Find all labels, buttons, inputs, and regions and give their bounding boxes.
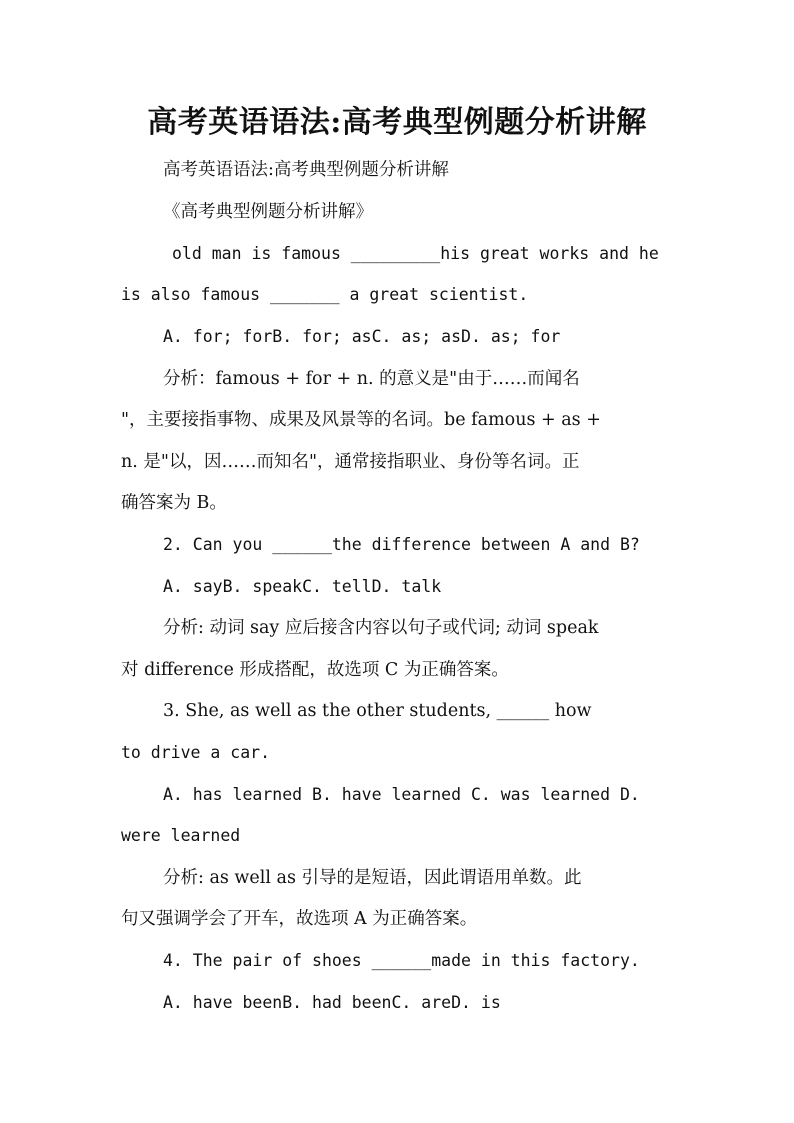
q1-line2: is also famous _______ a great scientist. <box>121 285 529 304</box>
section-heading: 《高考典型例题分析讲解》 <box>163 202 373 222</box>
q1-analysis-line4: 确答案为 B。 <box>121 493 227 513</box>
q3-analysis-line2: 句又强调学会了开车，故选项 A 为正确答案。 <box>121 909 478 929</box>
q1-analysis-line3: n. 是"以，因……而知名"，通常接指职业、身份等名词。正 <box>121 452 580 472</box>
q2-analysis-line2: 对 difference 形成搭配，故选项 C 为正确答案。 <box>121 660 509 680</box>
q1-analysis-line1: 分析：famous + for + n. 的意义是"由于……而闻名 <box>163 369 580 389</box>
q3-line2: to drive a car. <box>121 743 271 762</box>
q3-analysis-line1: 分析: as well as 引导的是短语，因此谓语用单数。此 <box>163 868 582 888</box>
document-subtitle: 高考英语语法:高考典型例题分析讲解 <box>163 160 449 180</box>
q2-analysis-line1: 分析: 动词 say 应后接含内容以句子或代词; 动词 speak <box>163 618 599 638</box>
q1-analysis-line2: "，主要接指事物、成果及风景等的名词。be famous + as + <box>121 410 601 430</box>
q3-line1: 3. She, as well as the other students, ______ how <box>163 701 592 721</box>
q2-line1: 2. Can you ______the difference between A and B? <box>163 535 640 554</box>
q1-options: A. for; forB. for; asC. as; asD. as; for <box>163 327 561 346</box>
q3-options-line2: were learned <box>121 826 241 845</box>
q4-options: A. have beenB. had beenC. areD. is <box>163 993 501 1012</box>
q4-line1: 4. The pair of shoes ______made in this factory. <box>163 951 640 970</box>
q2-options: A. sayB. speakC. tellD. talk <box>163 577 442 596</box>
document-title: 高考英语语法:高考典型例题分析讲解 <box>147 105 647 140</box>
q3-options-line1: A. has learned B. have learned C. was learned D. <box>163 785 640 804</box>
q1-line1: old man is famous _________his great works and he <box>172 244 659 263</box>
